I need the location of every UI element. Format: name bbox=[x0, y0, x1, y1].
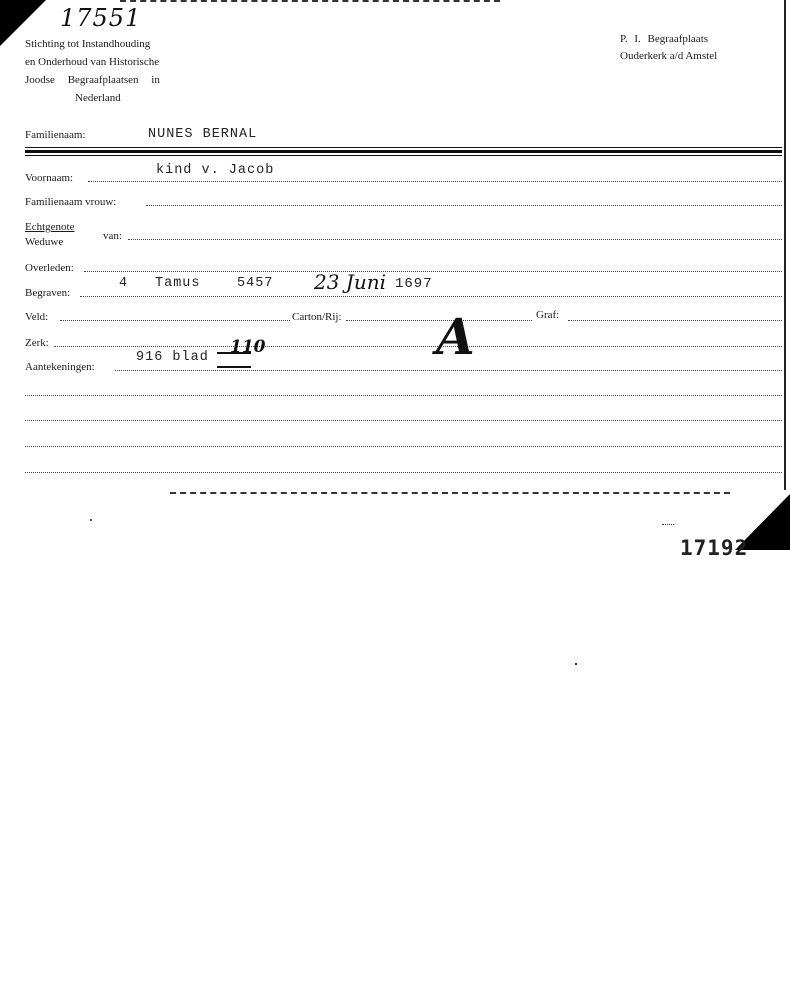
aantekeningen-label: Aantekeningen: bbox=[25, 361, 95, 373]
veld-dotted-line bbox=[60, 320, 290, 321]
familienaam-value: NUNES BERNAL bbox=[148, 127, 258, 142]
handwritten-archive-number: 17551 bbox=[60, 4, 142, 32]
cemetery-block bbox=[620, 31, 717, 65]
van-label: van: bbox=[103, 230, 122, 242]
overleden-label: Overleden: bbox=[25, 262, 74, 274]
organisation-block bbox=[25, 35, 160, 107]
familienaam-label: Familienaam: bbox=[25, 129, 86, 141]
begraven-year: 1697 bbox=[395, 276, 433, 292]
familienaam-vrouw-label: Familienaam vrouw: bbox=[25, 196, 117, 208]
begraven-hebrew-month: Tamus bbox=[155, 276, 201, 291]
notes-blank-line-2 bbox=[25, 420, 782, 421]
bottom-dashed-border bbox=[170, 492, 730, 494]
struck-out-number-scribble bbox=[217, 352, 251, 368]
weduwe-label: Weduwe bbox=[25, 236, 64, 248]
voornaam-label: Voornaam: bbox=[25, 172, 74, 184]
speck bbox=[90, 519, 92, 521]
org-line-2: en Onderhoud van Historische bbox=[25, 56, 160, 68]
overleden-dotted-line bbox=[84, 271, 782, 272]
aantekeningen-value: 916 blad bbox=[136, 350, 209, 365]
voornaam-dotted-line bbox=[88, 181, 782, 182]
card-right-edge bbox=[784, 0, 786, 490]
cemetery-line-2: Ouderkerk a/d Amstel bbox=[620, 50, 718, 62]
familienaam-vrouw-dotted-line bbox=[146, 205, 782, 206]
header-rule-thick bbox=[25, 150, 782, 153]
top-dashed-border bbox=[120, 0, 500, 2]
voornaam-value: kind v. Jacob bbox=[156, 163, 275, 178]
begraven-label: Begraven: bbox=[25, 287, 71, 299]
zerk-dotted-line bbox=[54, 346, 782, 347]
begraven-handwritten-date: 23 Juni bbox=[314, 270, 386, 294]
org-line-4: Nederland bbox=[75, 92, 121, 104]
zerk-handwritten-letter: A bbox=[436, 307, 475, 366]
begraven-hebrew-year: 5457 bbox=[237, 276, 274, 291]
graf-label: Graf: bbox=[536, 309, 560, 321]
header-rule-thin bbox=[25, 147, 782, 148]
notes-blank-line-1 bbox=[25, 395, 782, 396]
speck bbox=[575, 663, 577, 665]
org-line-3: Joodse Begraafplaatsen in bbox=[25, 74, 160, 86]
echtgenote-label: Echtgenote bbox=[25, 221, 75, 233]
org-line-1: Stichting tot Instandhouding bbox=[25, 38, 151, 50]
notes-blank-line-3 bbox=[25, 446, 782, 447]
zerk-label: Zerk: bbox=[25, 337, 49, 349]
begraven-dotted-line bbox=[80, 296, 782, 297]
aantekeningen-dotted-line bbox=[115, 370, 782, 371]
begraven-day: 4 bbox=[119, 276, 129, 291]
bottom-reference-number: 17192 bbox=[680, 536, 749, 560]
aantekeningen-handwritten-number: 110 bbox=[230, 337, 266, 357]
graf-dotted-line bbox=[568, 320, 782, 321]
veld-label: Veld: bbox=[25, 311, 49, 323]
notes-blank-line-4 bbox=[25, 472, 782, 473]
speck bbox=[662, 524, 674, 526]
carton-rij-label: Carton/Rij: bbox=[292, 311, 342, 323]
van-dotted-line bbox=[128, 239, 782, 240]
cemetery-line-1: P. I. Begraafplaats bbox=[620, 33, 709, 45]
header-rule-thin-2 bbox=[25, 155, 782, 156]
